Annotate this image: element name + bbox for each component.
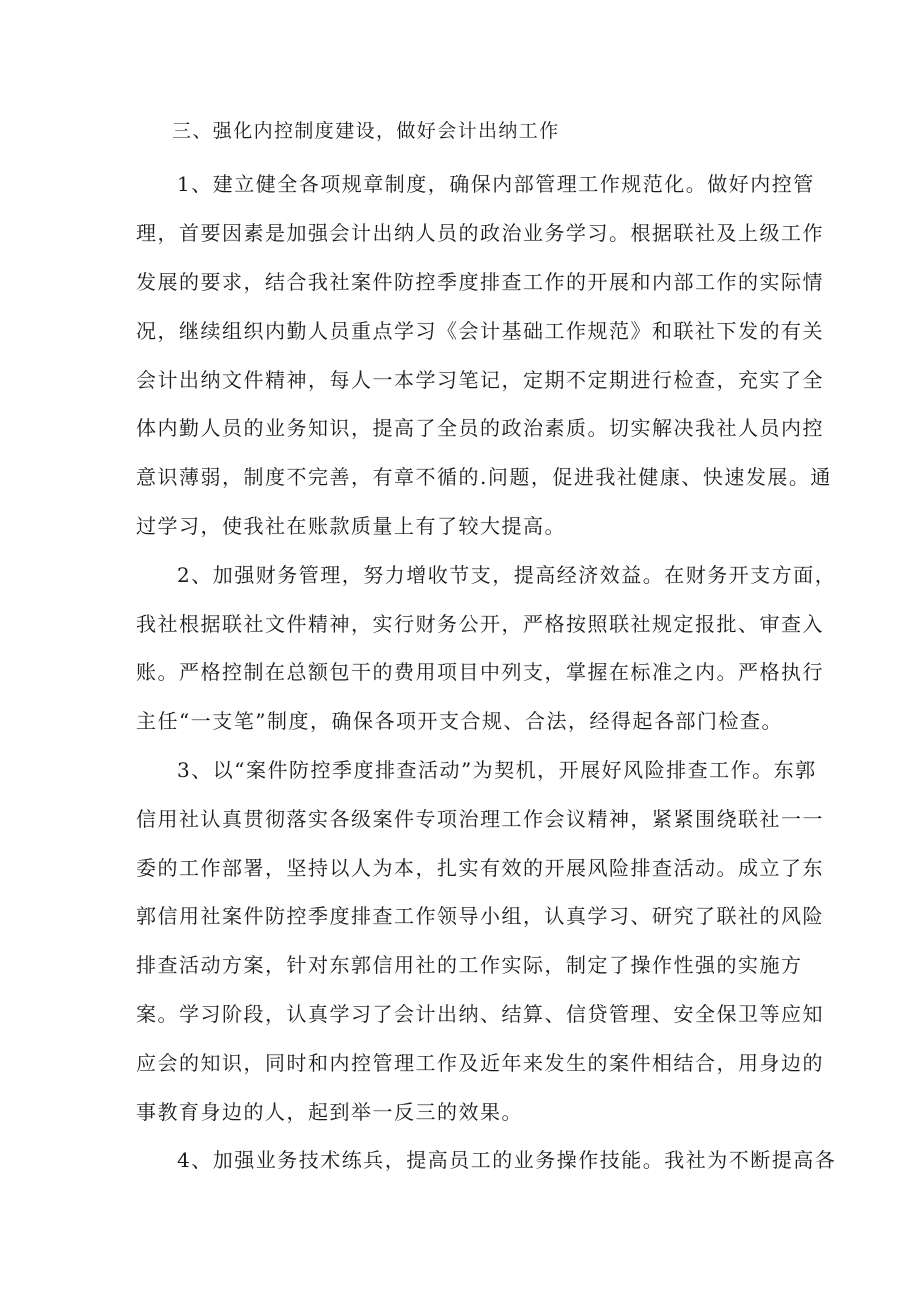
paragraph-3-line-5: 排查活动方案，针对东郭信用社的工作实际，制定了操作性强的实施方 bbox=[136, 953, 803, 977]
paragraph-2-line-2: 我社根据联社文件精神，实行财务公开，严格按照联社规定报批、审查入 bbox=[136, 612, 824, 636]
paragraph-1-line-4: 况，继续组织内勤人员重点学习《会计基础工作规范》和联社下发的有关 bbox=[136, 319, 824, 343]
paragraph-2-line-3: 账。严格控制在总额包干的费用项目中列支，掌握在标准之内。严格执行 bbox=[136, 660, 824, 684]
paragraph-1-line-5: 会计出纳文件精神，每人一本学习笔记，定期不定期进行检查，充实了全 bbox=[136, 368, 824, 392]
paragraph-3-line-1: 3、以“案件防控季度排查活动”为契机，开展好风险排查工作。东郭 bbox=[177, 758, 817, 782]
paragraph-3-line-8: 事教育身边的人，起到举一反三的效果。 bbox=[136, 1100, 523, 1124]
section-heading: 三、强化内控制度建设，做好会计出纳工作 bbox=[172, 120, 560, 142]
paragraph-3-line-7: 应会的知识，同时和内控管理工作及近年来发生的案件相结合，用身边的 bbox=[136, 1051, 824, 1075]
paragraph-1-line-7: 意识薄弱，制度不完善，有章不循的.问题，促进我社健康、快速发展。通 bbox=[136, 465, 832, 489]
paragraph-3-line-3: 委的工作部署，坚持以人为本，扎实有效的开展风险排查活动。成立了东 bbox=[136, 856, 824, 880]
paragraph-2-line-4: 主任“一支笔”制度，确保各项开支合规、合法，经得起各部门检查。 bbox=[136, 709, 783, 733]
paragraph-1-line-1: 1、建立健全各项规章制度，确保内部管理工作规范化。做好内控管 bbox=[177, 172, 815, 196]
paragraph-1-line-8: 过学习，使我社在账款质量上有了较大提高。 bbox=[136, 514, 566, 538]
paragraph-3-line-4: 郭信用社案件防控季度排查工作领导小组，认真学习、研究了联社的风险 bbox=[136, 904, 824, 928]
paragraph-2-line-1: 2、加强财务管理，努力增收节支，提高经济效益。在财务开支方面， bbox=[177, 563, 837, 587]
paragraph-3-line-2: 信用社认真贯彻落实各级案件专项治理工作会议精神，紧紧围绕联社一一 bbox=[136, 807, 824, 831]
paragraph-4-line-1: 4、加强业务技术练兵，提高员工的业务操作技能。我社为不断提高各 bbox=[177, 1148, 837, 1172]
paragraph-3-line-6: 案。学习阶段，认真学习了会计出纳、结算、信贷管理、安全保卫等应知 bbox=[136, 1002, 824, 1026]
paragraph-1-line-3: 发展的要求，结合我社案件防控季度排查工作的开展和内部工作的实际情 bbox=[136, 270, 824, 294]
paragraph-1-line-6: 体内勤人员的业务知识，提高了全员的政治素质。切实解决我社人员内控 bbox=[136, 416, 824, 440]
paragraph-1-line-2: 理，首要因素是加强会计出纳人员的政治业务学习。根据联社及上级工作 bbox=[136, 221, 824, 245]
